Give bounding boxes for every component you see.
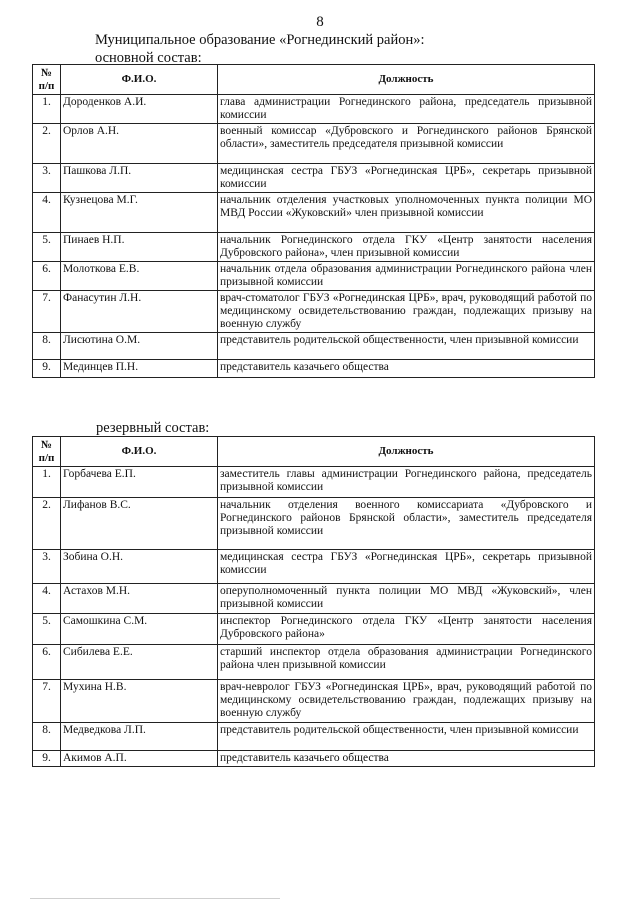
table-row (33, 645, 595, 680)
table-header-row (33, 65, 595, 95)
member-name: Зобина О.Н. (61, 550, 218, 584)
member-name: Лифанов В.С. (61, 498, 218, 550)
reserve-composition-label: резервный состав: (96, 420, 210, 436)
row-number: 6. (33, 262, 61, 291)
member-name: Мединцев П.Н. (61, 360, 218, 378)
table-header-row (33, 437, 595, 467)
table-row (33, 498, 595, 550)
column-header-name: Ф.И.О. (61, 437, 218, 467)
table-row (33, 95, 595, 124)
row-number: 4. (33, 193, 61, 233)
member-name: Пашкова Л.П. (61, 164, 218, 193)
member-position: военный комиссар «Дубровского и Рогнединского районов Брянской области», заместитель председателя призывной комиссии (218, 124, 595, 164)
member-position: медицинская сестра ГБУЗ «Рогнединская ЦРБ», секретарь призывной комиссии (218, 550, 595, 584)
row-number: 1. (33, 95, 61, 124)
table-row (33, 614, 595, 645)
member-name: Лисютина О.М. (61, 333, 218, 360)
row-number: 2. (33, 498, 61, 550)
row-number: 1. (33, 467, 61, 498)
column-header-position: Должность (218, 437, 595, 467)
page-number: 8 (316, 14, 324, 30)
table-row (33, 233, 595, 262)
main-composition-table (32, 64, 595, 378)
row-number: 8. (33, 333, 61, 360)
member-name: Мухина Н.В. (61, 680, 218, 723)
member-name: Сибилева Е.Е. (61, 645, 218, 680)
reserve-composition-table (32, 436, 595, 767)
table-row (33, 193, 595, 233)
member-name: Горбачева Е.П. (61, 467, 218, 498)
member-position: оперуполномоченный пункта полиции МО МВД «Жуковский», член призывной комиссии (218, 584, 595, 614)
member-position: глава администрации Рогнединского района, председатель призывной комиссии (218, 95, 595, 124)
member-name: Астахов М.Н. (61, 584, 218, 614)
member-position: представитель казачьего общества (218, 360, 595, 378)
member-position: представитель родительской общественности, член призывной комиссии (218, 333, 595, 360)
column-header-num: № п/п (33, 65, 61, 95)
row-number: 2. (33, 124, 61, 164)
row-number: 9. (33, 751, 61, 767)
table-row (33, 584, 595, 614)
row-number: 4. (33, 584, 61, 614)
main-members-body (33, 95, 595, 378)
row-number: 6. (33, 645, 61, 680)
column-header-num: № п/п (33, 437, 61, 467)
row-number: 3. (33, 550, 61, 584)
member-name: Молоткова Е.В. (61, 262, 218, 291)
member-position: начальник отделения участковых уполномоченных пункта полиции МО МВД России «Жуковский» член призывной комиссии (218, 193, 595, 233)
table-row (33, 164, 595, 193)
table-row (33, 291, 595, 333)
member-name: Дороденков А.И. (61, 95, 218, 124)
municipality-heading: Муниципальное образование «Рогнединский район»: (95, 32, 425, 48)
member-position: начальник отделения военного комиссариата «Дубровского и Рогнединского районов Брянской области», заместитель председателя призывной комиссии (218, 498, 595, 550)
table-row (33, 723, 595, 751)
member-name: Медведкова Л.П. (61, 723, 218, 751)
scan-artifact-line (30, 898, 280, 899)
column-header-name: Ф.И.О. (61, 65, 218, 95)
reserve-members-body (33, 467, 595, 767)
member-position: начальник отдела образования администрации Рогнединского района член призывной комиссии (218, 262, 595, 291)
table-row (33, 124, 595, 164)
member-position: врач-невролог ГБУЗ «Рогнединская ЦРБ», врач, руководящий работой по медицинскому освидетельствованию граждан, подлежащих призыву на военную службу (218, 680, 595, 723)
table-row (33, 751, 595, 767)
member-position: старший инспектор отдела образования администрации Рогнединского района член призывной комиссии (218, 645, 595, 680)
member-name: Фанасутин Л.Н. (61, 291, 218, 333)
member-name: Пинаев Н.П. (61, 233, 218, 262)
member-position: медицинская сестра ГБУЗ «Рогнединская ЦРБ», секретарь призывной комиссии (218, 164, 595, 193)
member-position: представитель казачьего общества (218, 751, 595, 767)
column-header-position: Должность (218, 65, 595, 95)
member-position: начальник Рогнединского отдела ГКУ «Центр занятости населения Дубровского района», член призывной комиссии (218, 233, 595, 262)
member-name: Кузнецова М.Г. (61, 193, 218, 233)
member-name: Самошкина С.М. (61, 614, 218, 645)
member-position: инспектор Рогнединского отдела ГКУ «Центр занятости населения Дубровского района» (218, 614, 595, 645)
row-number: 8. (33, 723, 61, 751)
table-row (33, 333, 595, 360)
main-composition-label: основной состав: (95, 50, 202, 66)
member-name: Акимов А.П. (61, 751, 218, 767)
row-number: 3. (33, 164, 61, 193)
row-number: 7. (33, 291, 61, 333)
row-number: 5. (33, 233, 61, 262)
table-row (33, 262, 595, 291)
member-position: представитель родительской общественности, член призывной комиссии (218, 723, 595, 751)
table-row (33, 550, 595, 584)
member-position: врач-стоматолог ГБУЗ «Рогнединская ЦРБ», врач, руководящий работой по медицинскому освидетельствованию граждан, подлежащих призыву на военную службу (218, 291, 595, 333)
row-number: 5. (33, 614, 61, 645)
row-number: 9. (33, 360, 61, 378)
table-row (33, 467, 595, 498)
table-row (33, 360, 595, 378)
table-row (33, 680, 595, 723)
row-number: 7. (33, 680, 61, 723)
member-position: заместитель главы администрации Рогнединского района, председатель призывной комиссии (218, 467, 595, 498)
member-name: Орлов А.Н. (61, 124, 218, 164)
